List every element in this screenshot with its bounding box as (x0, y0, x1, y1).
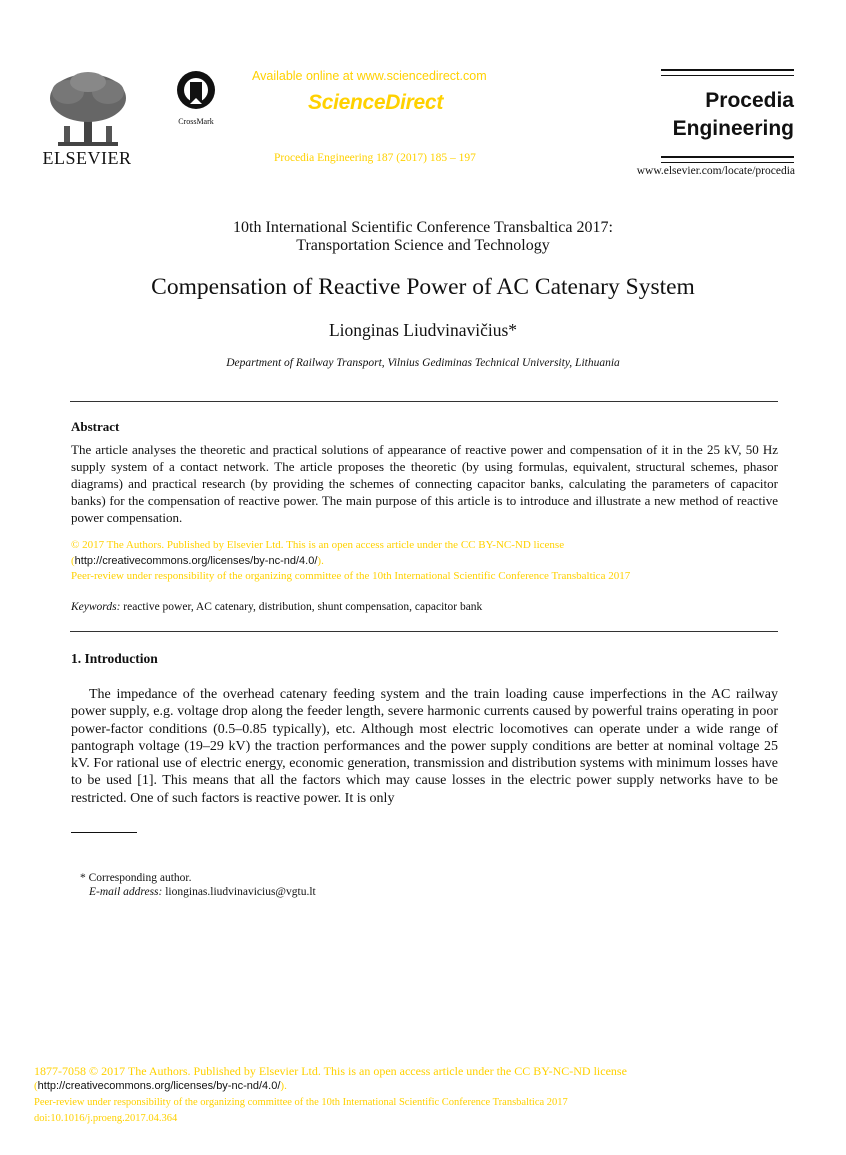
journal-name-line1: Procedia (705, 89, 794, 112)
keywords-text: reactive power, AC catenary, distribution, shunt compensation, capacitor bank (120, 601, 483, 613)
abstract-copyright: © 2017 The Authors. Published by Elsevier Ltd. This is an open access article under the CC BY-NC-ND license (71, 539, 565, 551)
introduction-body: The impedance of the overhead catenary feeding system and the train loading cause imperfections in the AC railway power supply, e.g. voltage drop along the feeder length, severe harmonic currents caused by powerful trains operating in poor power-factor conditions (0.5–0.85 typically), etc. Although most electric locomotives can operate under a wide range of pantograph voltage (19–29 kV) the traction performances and the power supply conditions are better at nominal voltage 25 kV. For rational use of electric energy, economic generation, transmission and distribution systems with minimum losses have to be used [1]. This means that all the factors which may cause losses in the electric power supply networks have to be restricted. One of such factors is reactive power. It is only (71, 687, 778, 806)
journal-name-line2: Engineering (672, 117, 794, 140)
license-url-link[interactable]: http://creativecommons.org/licenses/by-nc-nd/4.0/ (74, 555, 318, 567)
crossmark-label: CrossMark (178, 117, 214, 126)
abstract-top-rule (70, 401, 778, 402)
footer-license-open: ( (34, 1080, 38, 1092)
footer-peer-review: Peer-review under responsibility of the organizing committee of the 10th International Scientific Conference Transbaltica 2017 (34, 1097, 568, 1108)
license-open: ( (71, 555, 75, 567)
conference-line1: 10th International Scientific Conference Transbaltica 2017: (233, 219, 613, 236)
crossmark-badge[interactable] (168, 70, 224, 126)
corresponding-author-note: * Corresponding author. (80, 872, 192, 884)
paper-author: Lionginas Liudvinavičius* (328, 320, 518, 340)
abstract-heading: Abstract (71, 419, 120, 434)
available-online-link[interactable]: Available online at www.sciencedirect.com (252, 69, 487, 83)
abstract-body: The article analyses the theoretic and practical solutions of appearance of reactive power and compensation of it in the 25 kV, 50 Hz supply system of a contact network. The article proposes the theoretic (by using formulas, equivalent, structural schemes, phasor diagrams) and practical research (by providing the schemes of connecting capacitor banks, calculating the parameters of capacitor banks) for the compensation of reactive power. The main purpose of this article is to introduce and illustrate a new method of reactive power compensation. (71, 442, 778, 525)
author-email (89, 886, 316, 898)
footer-license (34, 1080, 287, 1092)
license-close: ). (317, 555, 324, 567)
email-address[interactable]: lionginas.liudvinavicius@vgtu.lt (162, 886, 316, 898)
email-label: E-mail address: (89, 886, 163, 898)
author-affiliation: Department of Railway Transport, Vilnius Gediminas Technical University, Lithuania (226, 357, 620, 369)
footer-license-url-link[interactable]: http://creativecommons.org/licenses/by-nc-nd/4.0/ (37, 1080, 281, 1092)
paper-title: Compensation of Reactive Power of AC Catenary System (151, 274, 695, 300)
abstract-bottom-rule (70, 631, 778, 632)
crossmark-icon (176, 70, 216, 110)
abstract-license (71, 555, 324, 567)
journal-url-link[interactable]: www.elsevier.com/locate/procedia (636, 165, 795, 177)
keywords-label: Keywords: (71, 601, 121, 613)
introduction-heading: 1. Introduction (71, 651, 158, 666)
journal-rule-bottom (661, 156, 794, 163)
footer-copyright: 1877-7058 © 2017 The Authors. Published by Elsevier Ltd. This is an open access article under the CC BY-NC-ND license (34, 1064, 627, 1078)
journal-rule-top (661, 69, 794, 76)
footnote-rule (71, 832, 137, 833)
footer-license-close: ). (280, 1080, 287, 1092)
footer-doi[interactable]: doi:10.1016/j.proeng.2017.04.364 (34, 1113, 178, 1124)
conference-line2: Transportation Science and Technology (296, 237, 550, 254)
publisher-name: ELSEVIER (42, 148, 132, 168)
journal-reference: Procedia Engineering 187 (2017) 185 – 197 (274, 152, 476, 164)
keywords (71, 601, 482, 613)
abstract-peer-review: Peer-review under responsibility of the organizing committee of the 10th International Scientific Conference Transbaltica 2017 (71, 570, 631, 582)
sciencedirect-brand[interactable]: ScienceDirect (308, 91, 444, 114)
